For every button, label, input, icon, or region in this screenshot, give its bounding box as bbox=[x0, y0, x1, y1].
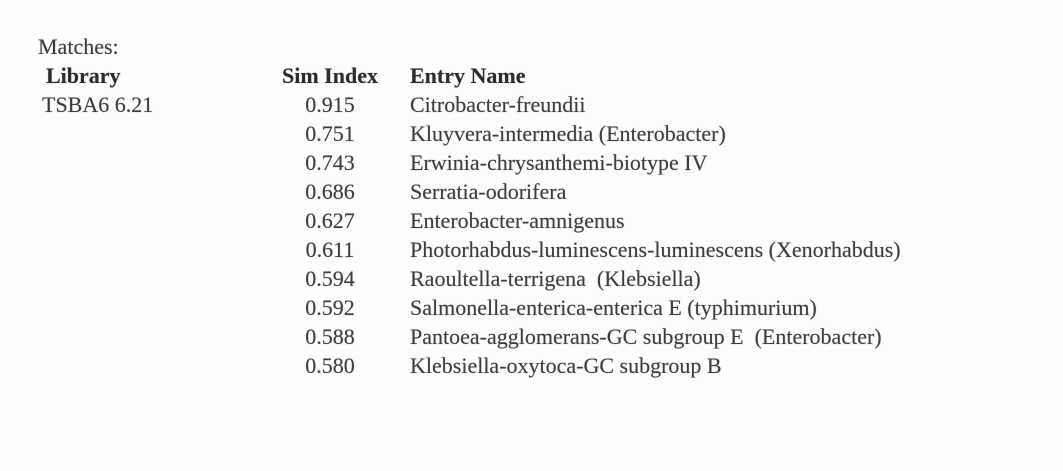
column-header-entry-name: Entry Name bbox=[410, 63, 526, 88]
entry-name-cell: Erwinia-chrysanthemi-biotype IV bbox=[410, 150, 708, 175]
library-cell: TSBA6 6.21 bbox=[42, 92, 154, 117]
table-row bbox=[42, 235, 1042, 264]
library-cell bbox=[42, 351, 250, 380]
library-cell bbox=[42, 206, 250, 235]
sim-index-cell: 0.743 bbox=[305, 150, 355, 175]
library-cell bbox=[42, 264, 250, 293]
entry-name-cell: Serratia-odorifera bbox=[410, 179, 567, 204]
entry-name-cell: Raoultella-terrigena (Klebsiella) bbox=[410, 266, 701, 291]
column-header-sim-index: Sim Index bbox=[282, 63, 378, 88]
matches-table bbox=[42, 61, 1042, 380]
sim-index-cell: 0.915 bbox=[305, 92, 355, 117]
entry-name-cell: Photorhabdus-luminescens-luminescens (Xenorhabdus) bbox=[410, 237, 901, 262]
sim-index-cell: 0.627 bbox=[305, 208, 355, 233]
sim-index-cell: 0.751 bbox=[305, 121, 355, 146]
sim-index-cell: 0.686 bbox=[305, 179, 355, 204]
library-cell bbox=[42, 119, 250, 148]
sim-index-cell: 0.594 bbox=[305, 266, 355, 291]
entry-name-cell: Kluyvera-intermedia (Enterobacter) bbox=[410, 121, 726, 146]
library-cell bbox=[42, 177, 250, 206]
sim-index-cell: 0.580 bbox=[305, 353, 355, 378]
table-row bbox=[42, 264, 1042, 293]
table-row bbox=[42, 351, 1042, 380]
column-header-library: Library bbox=[46, 63, 121, 88]
entry-name-cell: Pantoea-agglomerans-GC subgroup E (Enterobacter) bbox=[410, 324, 882, 349]
table-row bbox=[42, 206, 1042, 235]
sim-index-cell: 0.611 bbox=[305, 237, 355, 262]
table-row bbox=[42, 177, 1042, 206]
table-row bbox=[42, 322, 1042, 351]
library-cell bbox=[42, 322, 250, 351]
library-cell bbox=[42, 293, 250, 322]
library-cell bbox=[42, 235, 250, 264]
table-header-row bbox=[42, 61, 1042, 90]
entry-name-cell: Klebsiella-oxytoca-GC subgroup B bbox=[410, 353, 722, 378]
sim-index-cell: 0.588 bbox=[305, 324, 355, 349]
table-row bbox=[42, 119, 1042, 148]
entry-name-cell: Enterobacter-amnigenus bbox=[410, 208, 625, 233]
entry-name-cell: Salmonella-enterica-enterica E (typhimurium) bbox=[410, 295, 817, 320]
library-cell bbox=[42, 148, 250, 177]
table-row bbox=[42, 293, 1042, 322]
sim-index-cell: 0.592 bbox=[305, 295, 355, 320]
entry-name-cell: Citrobacter-freundii bbox=[410, 92, 586, 117]
matches-label: Matches: bbox=[38, 34, 119, 59]
table-row bbox=[42, 90, 1042, 119]
table-row bbox=[42, 148, 1042, 177]
